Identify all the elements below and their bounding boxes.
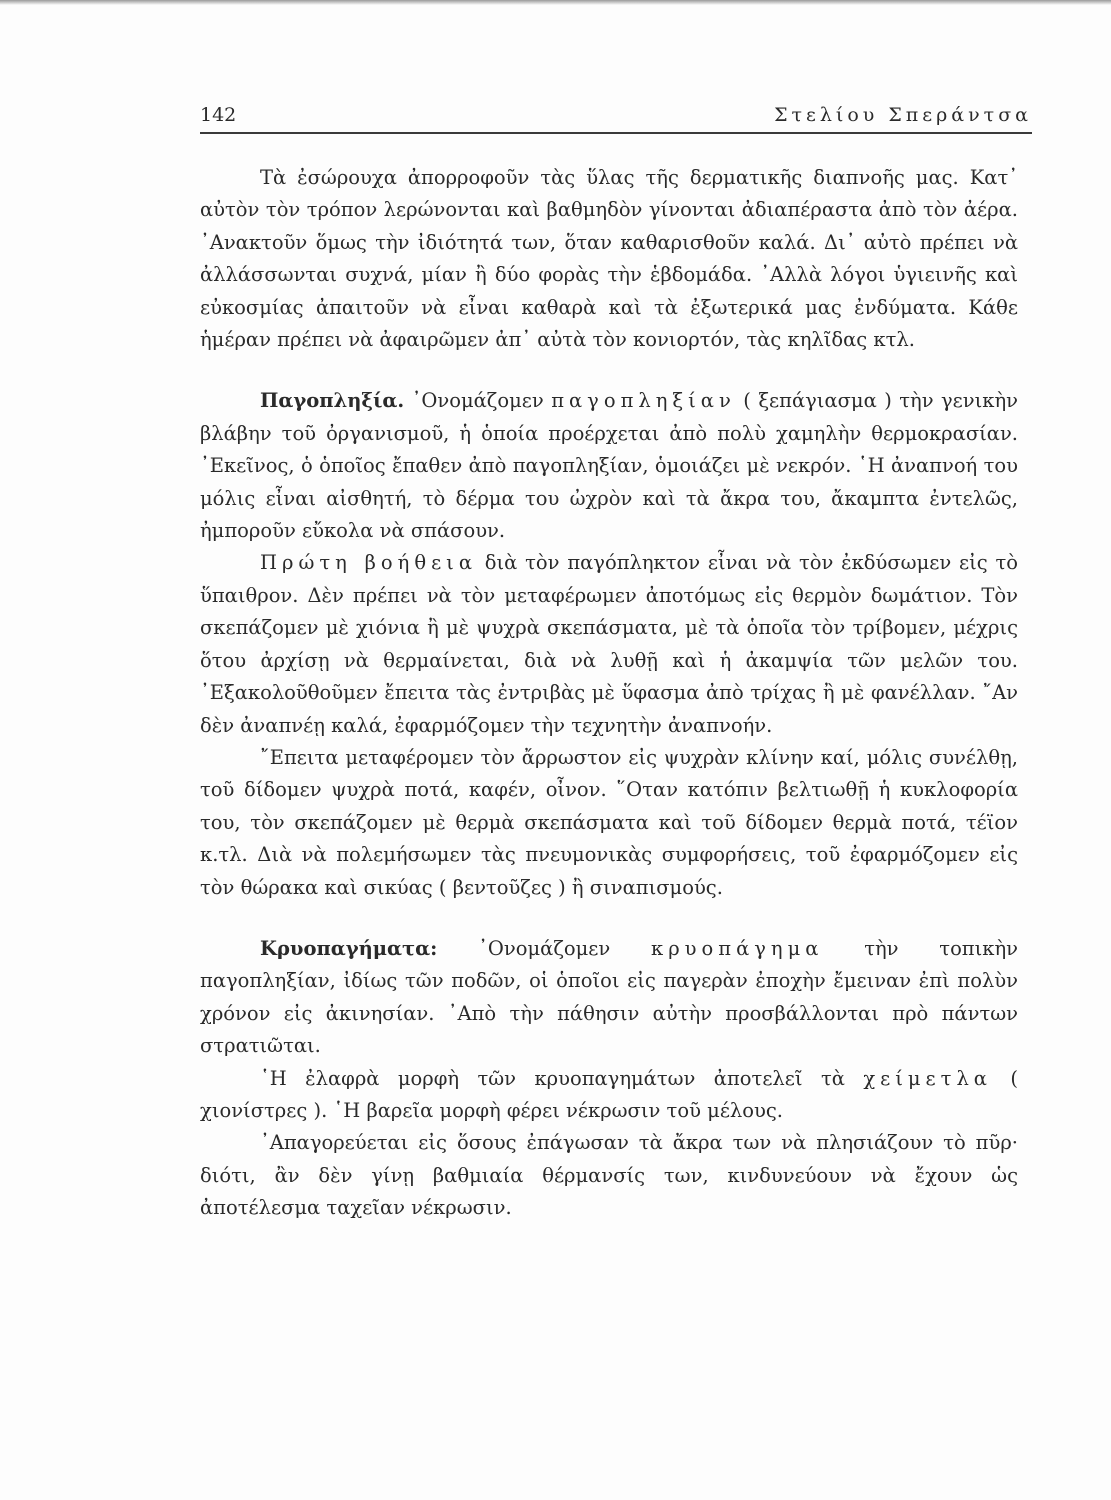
page-header <box>200 98 1032 134</box>
paragraph-text: ᾽Ονομάζομεν <box>437 936 652 960</box>
running-head: Στελίου Σπεράντσα <box>774 104 1032 126</box>
paragraph-text: ᾽Ονομάζομεν <box>404 389 552 413</box>
spaced-term: χείμετλα <box>863 1066 992 1090</box>
paragraph-text: Τὰ ἐσώρουχα ἀπορροφοῦν τὰς ὕλας τῆς δερματικῆς διαπνοῆς μας. Κατ᾽ αὐτὸν τὸν τρόπον λερώνονται καὶ βαθμηδὸν γίνονται ἀδιαπέραστα ἀπὸ τὸν ἀέρα. ᾽Ανακτοῦν ὅμως τὴν ἰδιότητά των, ὅταν καθαρισθοῦν καλά. Δι᾽ αὐτὸ πρέπει νὰ ἀλλάσσωνται συχνά, μίαν ἢ δύο φορὰς τὴν ἑβδομάδα. ᾽Αλλὰ λόγοι ὑγιεινῆς καὶ εὐκοσμίας ἀπαιτοῦν νὰ εἶναι καθαρὰ καὶ τὰ ἐξωτερικά μας ἐνδύματα. Κάθε ἡμέραν πρέπει νὰ ἀφαιρῶμεν ἀπ᾽ αὐτὰ τὸν κονιορτόν, τὰς κηλῖδας κτλ. <box>200 166 1018 352</box>
paragraph-text: ῎Επειτα μεταφέρομεν τὸν ἄρρωστον εἰς ψυχρὰν κλίνην καί, μόλις συνέλθῃ, τοῦ δίδομεν ψυχρὰ ποτά, καφέν, οἶνον. ῞Οταν κατόπιν βελτιωθῇ ἡ κυκλοφορία του, τὸν σκεπάζομεν μὲ θερμὰ σκεπάσματα καὶ τοῦ δίδομεν θερμὰ ποτά, τέϊον κ.τλ. Διὰ νὰ πολεμήσωμεν τὰς πνευμονικὰς συμφορήσεις, τοῦ ἐφαρμόζομεν εἰς τὸν θώρακα καὶ σικύας ( βεντοῦζες ) ἢ σιναπισμούς. <box>200 745 1018 899</box>
section-heading-pagopliksia: Παγοπληξία. <box>260 389 405 413</box>
paragraph-text: ( ξεπάγιασμα ) τὴν γενικὴν βλάβην τοῦ ὀργανισμοῦ, ἡ ὁποία προέρχεται ἀπὸ πολὺ χαμηλὴν θερμοκρασίαν. ᾽Εκεῖνος, ὁ ὁποῖος ἔπαθεν ἀπὸ παγοπληξίαν, ὁμοιάζει μὲ νεκρόν. ῾Η ἀναπνοή του μόλις εἶναι αἰσθητή, τὸ δέρμα του ὠχρὸν καὶ τὰ ἄκρα του, ἄκαμπτα ἐντελῶς, ἠμποροῦν εὔκολα νὰ σπάσουν. <box>200 389 1018 543</box>
scan-top-edge <box>0 0 1111 5</box>
paragraph-text: διὰ τὸν παγόπληκτον εἶναι νὰ τὸν ἐκδύσωμεν εἰς τὸ ὕπαιθρον. Δὲν πρέπει νὰ τὸν μεταφέρωμεν ἀποτόμως εἰς θερμὸν δωμάτιον. Τὸν σκεπάζομεν μὲ χιόνια ἢ μὲ ψυχρὰ σκεπάσματα, μὲ τὰ ὁποῖα τὸν τρίβομεν, μέχρις ὅτου ἀρχίσῃ νὰ θερμαίνεται, διὰ νὰ λυθῇ καὶ ἡ ἀκαμψία τῶν μελῶν του. ᾽Εξακολοῦθοῦμεν ἔπειτα τὰς ἐντριβὰς μὲ ὕφασμα ἀπὸ τρίχας ἢ μὲ φανέλλαν. ῎Αν δὲν ἀναπνέῃ καλά, ἐφαρμόζομεν τὴν τεχνητὴν ἀναπνοήν. <box>200 551 1018 737</box>
spaced-term: κρυοπάγημα <box>651 936 824 960</box>
paragraph-undergarments <box>200 162 1018 356</box>
body-text <box>200 162 1018 1225</box>
paragraph-text: ( χιονίστρες ). ῾Η βαρεῖα μορφὴ φέρει νέκρωσιν τοῦ μέλους. <box>200 1066 1018 1122</box>
paragraph-text: ῾Η ἐλαφρὰ μορφὴ τῶν κρυοπαγημάτων ἀποτελεῖ τὰ <box>260 1066 864 1090</box>
page-number: 142 <box>200 104 237 126</box>
paragraph-frostbite-general <box>200 385 1018 547</box>
paragraph-chilblains <box>200 1063 1018 1128</box>
paragraph-text: τὴν τοπικὴν παγοπληξίαν, ἰδίως τῶν ποδῶν, οἱ ὁποῖοι εἰς παγερὰν ἐποχὴν ἔμειναν ἐπὶ πολὺν χρόνον εἰς ἀκινησίαν. ᾽Απὸ τὴν πάθησιν αὐτὴν προσβάλλονται πρὸ πάντων στρατιῶται. <box>200 936 1018 1058</box>
paragraph-first-aid <box>200 547 1018 741</box>
paragraph-warning <box>200 1127 1018 1224</box>
section-heading-kryopagimata: Κρυοπαγήματα: <box>260 936 438 960</box>
spaced-term: Πρώτη βοήθεια <box>260 551 477 575</box>
paragraph-aftercare <box>200 742 1018 904</box>
paragraph-kryopagimata <box>200 933 1018 1063</box>
paragraph-text: ᾽Απαγορεύεται εἰς ὅσους ἐπάγωσαν τὰ ἄκρα των νὰ πλησιάζουν τὸ πῦρ· διότι, ἂν δὲν γίνῃ βαθμιαία θέρμανσίς των, κινδυνεύουν νὰ ἔχουν ὡς ἀποτέλεσμα ταχεῖαν νέκρωσιν. <box>200 1131 1018 1220</box>
spaced-term: παγοπληξίαν <box>551 389 736 413</box>
